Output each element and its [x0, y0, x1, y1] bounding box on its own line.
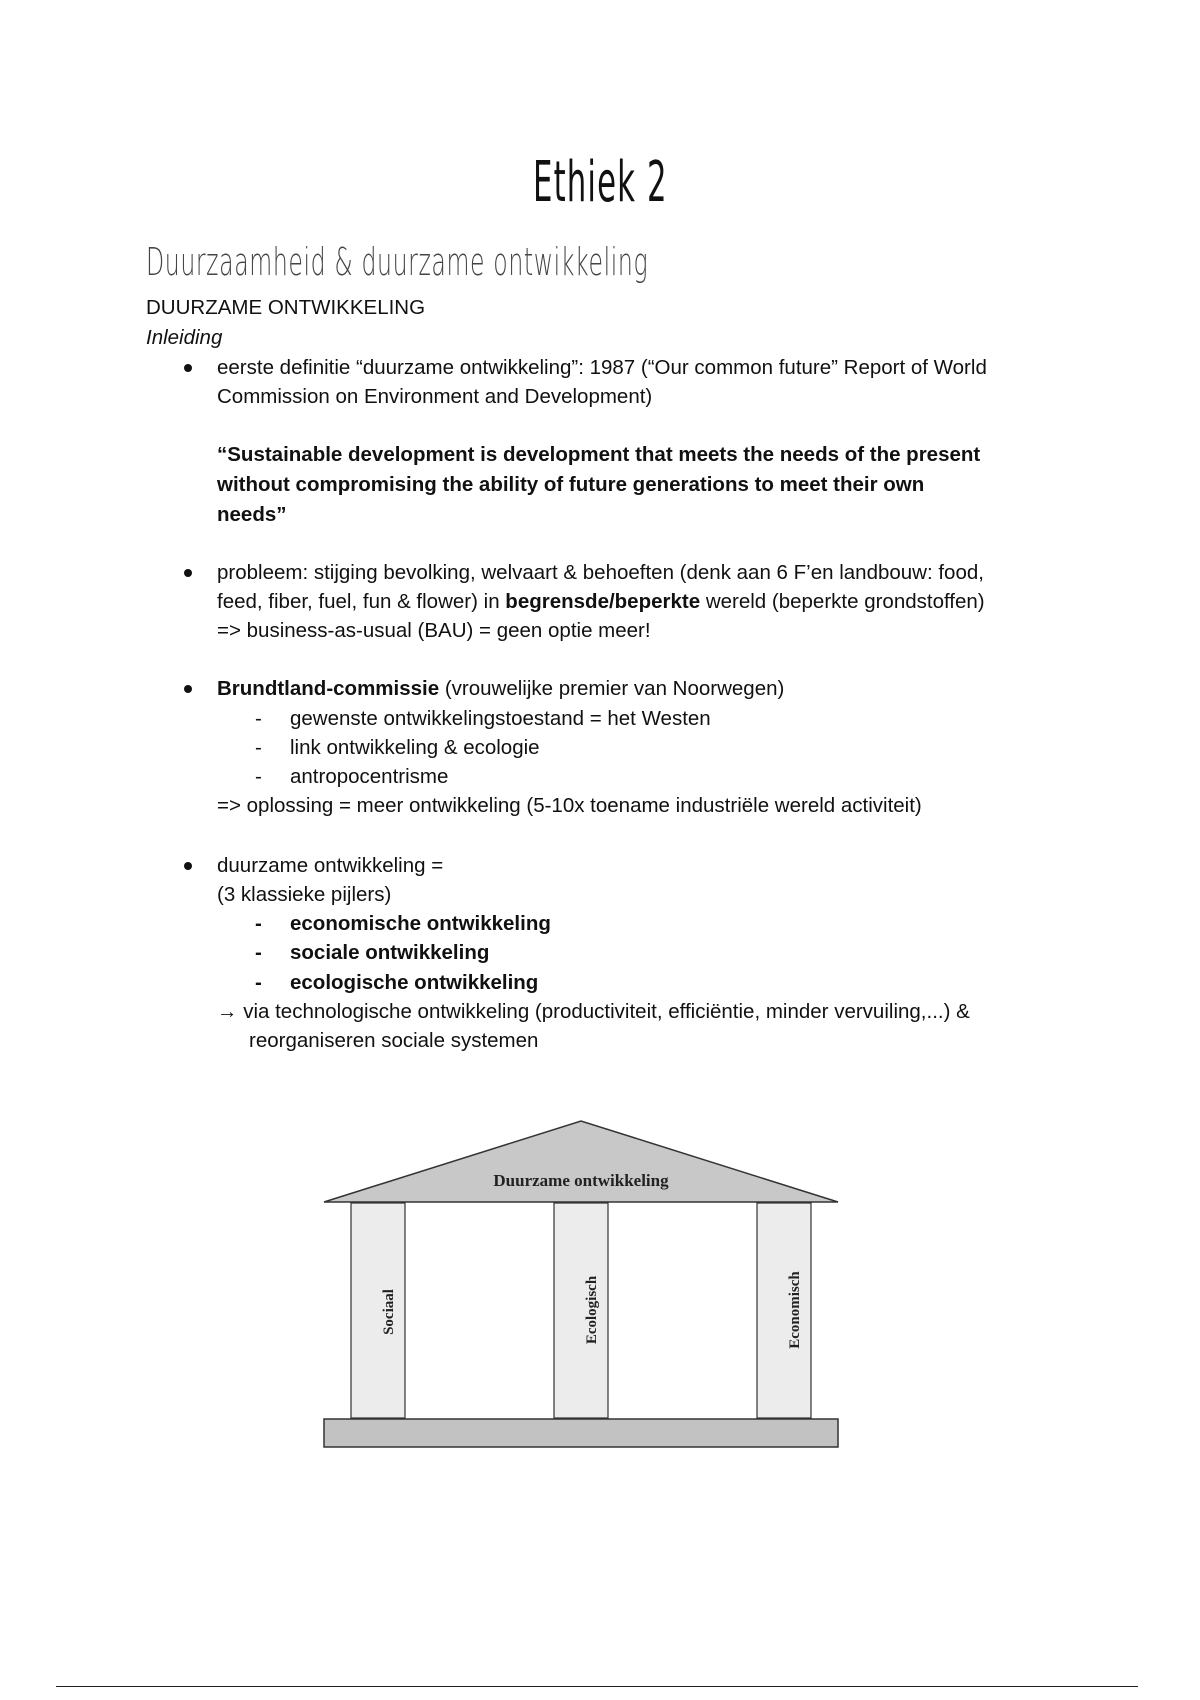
roof-label: Duurzame ontwikkeling — [493, 1171, 669, 1190]
subsection-title: Inleiding — [146, 326, 223, 349]
list-item: antropocentrisme — [290, 765, 449, 788]
list-item: sociale ontwikkeling — [290, 941, 490, 964]
text: feed, fiber, fuel, fun & flower) in — [217, 590, 506, 613]
pillar-label: Economisch — [787, 1271, 803, 1349]
dash-icon: - — [255, 912, 262, 935]
text-line: eerste definitie “duurzame ontwikkeling”: 1987 (“Our common future” Report of World — [217, 356, 987, 379]
footer-divider — [56, 1686, 1138, 1687]
text-line: probleem: stijging bevolking, welvaart & behoeften (denk aan 6 F’en landbouw: food, — [217, 561, 984, 584]
text-line: => business-as-usual (BAU) = geen optie meer! — [217, 619, 651, 642]
subheading: DUURZAME ONTWIKKELING — [146, 296, 426, 319]
quote-line: “Sustainable development is development that meets the needs of the present — [217, 443, 981, 466]
list-item: gewenste ontwikkelingstoestand = het Westen — [290, 707, 711, 730]
text-line: → via technologische ontwikkeling (productiviteit, efficiëntie, minder vervuiling,...) & — [217, 1000, 970, 1023]
dash-icon: - — [255, 707, 262, 730]
text-line: duurzame ontwikkeling = — [217, 854, 444, 877]
dash-icon: - — [255, 765, 262, 788]
diagram-base — [324, 1419, 838, 1447]
text-line: => oplossing = meer ontwikkeling (5-10x toename industriële wereld activiteit) — [217, 794, 922, 817]
pillar-label: Sociaal — [381, 1289, 397, 1335]
list-item: economische ontwikkeling — [290, 912, 551, 935]
dash-icon: - — [255, 971, 262, 994]
list-item: link ontwikkeling & ecologie — [290, 736, 540, 759]
text-line: Commission on Environment and Development) — [217, 385, 653, 408]
dash-icon: - — [255, 736, 262, 759]
section-heading: Duurzaamheid & duurzame ontwikkeling — [146, 240, 649, 284]
emphasis: begrensde/beperkte — [505, 590, 701, 613]
quote-line: without compromising the ability of future generations to meet their own — [217, 473, 925, 496]
page-title: Ethiek 2 — [532, 150, 668, 215]
text-line: reorganiseren sociale systemen — [249, 1029, 539, 1052]
text-line: (3 klassieke pijlers) — [217, 883, 392, 906]
pillar-label: Ecologisch — [584, 1275, 600, 1345]
list-item: ecologische ontwikkeling — [290, 971, 539, 994]
emphasis: Brundtland-commissie — [217, 677, 440, 700]
text: wereld (beperkte grondstoffen) — [700, 590, 985, 613]
text: (vrouwelijke premier van Noorwegen) — [439, 677, 785, 700]
quote-line: needs” — [217, 503, 287, 526]
dash-icon: - — [255, 941, 262, 964]
